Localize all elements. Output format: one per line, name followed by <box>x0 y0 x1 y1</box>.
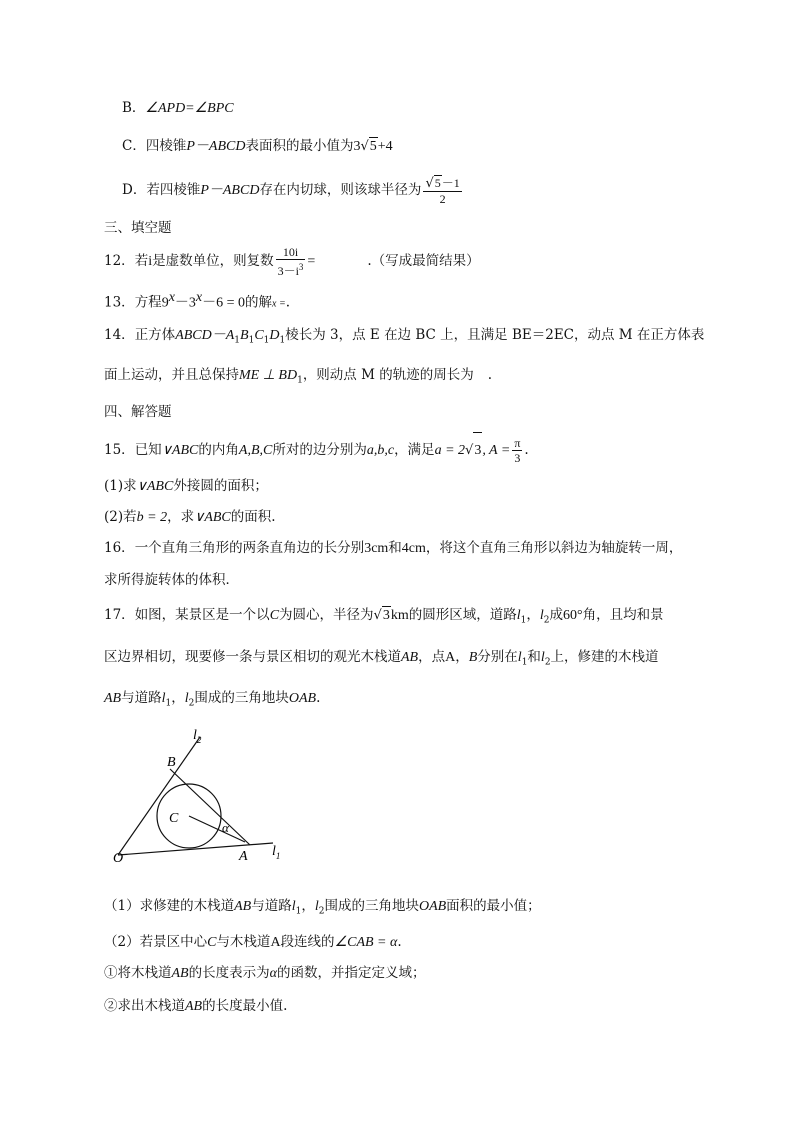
question-17-line2: 区边界相切，现要修一条与景区相切的观光木栈道AB，点A，B分别在$l_1$和$l_2$上，修建的木栈道 <box>104 649 659 668</box>
question-17-subpart2: ②求出木栈道AB的长度最小值. <box>104 998 288 1014</box>
question-14: 14．正方体$ABCD-A_1B_1C_1D_1$棱长为 3，点 E 在边 BC 上，且满足 BE＝2EC，动点 M 在正方体表 <box>104 327 705 346</box>
section-heading-solve: 四、解答题 <box>104 404 172 420</box>
label-a: A <box>239 849 248 864</box>
geometry-figure <box>105 722 305 867</box>
question-16: 16．一个直角三角形的两条直角边的长分别3cm和4cm，将这个直角三角形以斜边为轴旋转一周， <box>104 540 683 556</box>
label-o: O <box>113 851 124 866</box>
question-13: 13．方程$9^x-3^x-6 = 0$的解x =. <box>104 290 291 311</box>
question-17: 17．如图，某景区是一个以C为圆心，半径为√3km的圆形区域，道路$l_1$，$l_2$成60°角，且均和景 <box>104 607 664 626</box>
question-17-part1: （1）求修建的木栈道AB与道路$l_1$，$l_2$围成的三角地块OAB面积的最小值； <box>104 898 541 917</box>
question-15-part2: (2)若b = 2，求∨ABC的面积. <box>104 509 276 525</box>
radius-ca-line <box>189 816 245 842</box>
section-heading-fill-in: 三、填空题 <box>104 220 172 236</box>
option-b: B．∠APD=∠BPC <box>122 100 234 116</box>
option-d: D．若四棱锥P－ABCD存在内切球，则该球半径为 $\frac{√5-1}{2}$ <box>122 176 460 206</box>
question-16-line2: 求所得旋转体的体积． <box>104 572 239 588</box>
question-17-part2: （2）若景区中心C与木栈道A段连线的∠CAB = α. <box>104 934 402 950</box>
question-17-subpart1: ①将木栈道AB的长度表示为α的函数，并指定定义域； <box>104 965 426 981</box>
radius-fraction: $\frac{√5-1}{2}$ <box>425 176 460 206</box>
question-14-line2: 面上运动，并且总保持ME ⊥ $BD_1$，则动点 M 的轨迹的周长为 . <box>104 367 493 386</box>
label-alpha: α <box>222 820 229 835</box>
label-l1: $l_1$ <box>272 844 281 861</box>
boardwalk-ab-line <box>170 769 250 845</box>
label-b: B <box>167 755 176 770</box>
label-c: C <box>169 811 179 826</box>
complex-fraction: $\frac{10i}{3-i^3}$ <box>277 245 304 278</box>
label-l2: $l_2$ <box>193 728 202 745</box>
angle-fraction: $\frac{\pi}{3}$ <box>514 436 521 465</box>
option-c: C．四棱锥P－ABCD表面积的最小值为3√5+4 <box>122 138 393 154</box>
question-17-line3: AB与道路$l_1$，$l_2$围成的三角地块OAB. <box>104 690 321 709</box>
question-12: 12．若i是虚数单位，则复数 $\frac{10i}{3-i^3}$ = .（写成最简结果） <box>104 245 480 278</box>
question-15-part1: (1)求∨ABC外接圆的面积； <box>104 478 268 494</box>
question-15: 15．已知∨ABC的内角A,B,C所对的边分别为a,b,c，满足a = 2√3, A = $\frac{\pi}{3}$ . <box>104 432 529 468</box>
road-l2-line <box>118 737 200 855</box>
